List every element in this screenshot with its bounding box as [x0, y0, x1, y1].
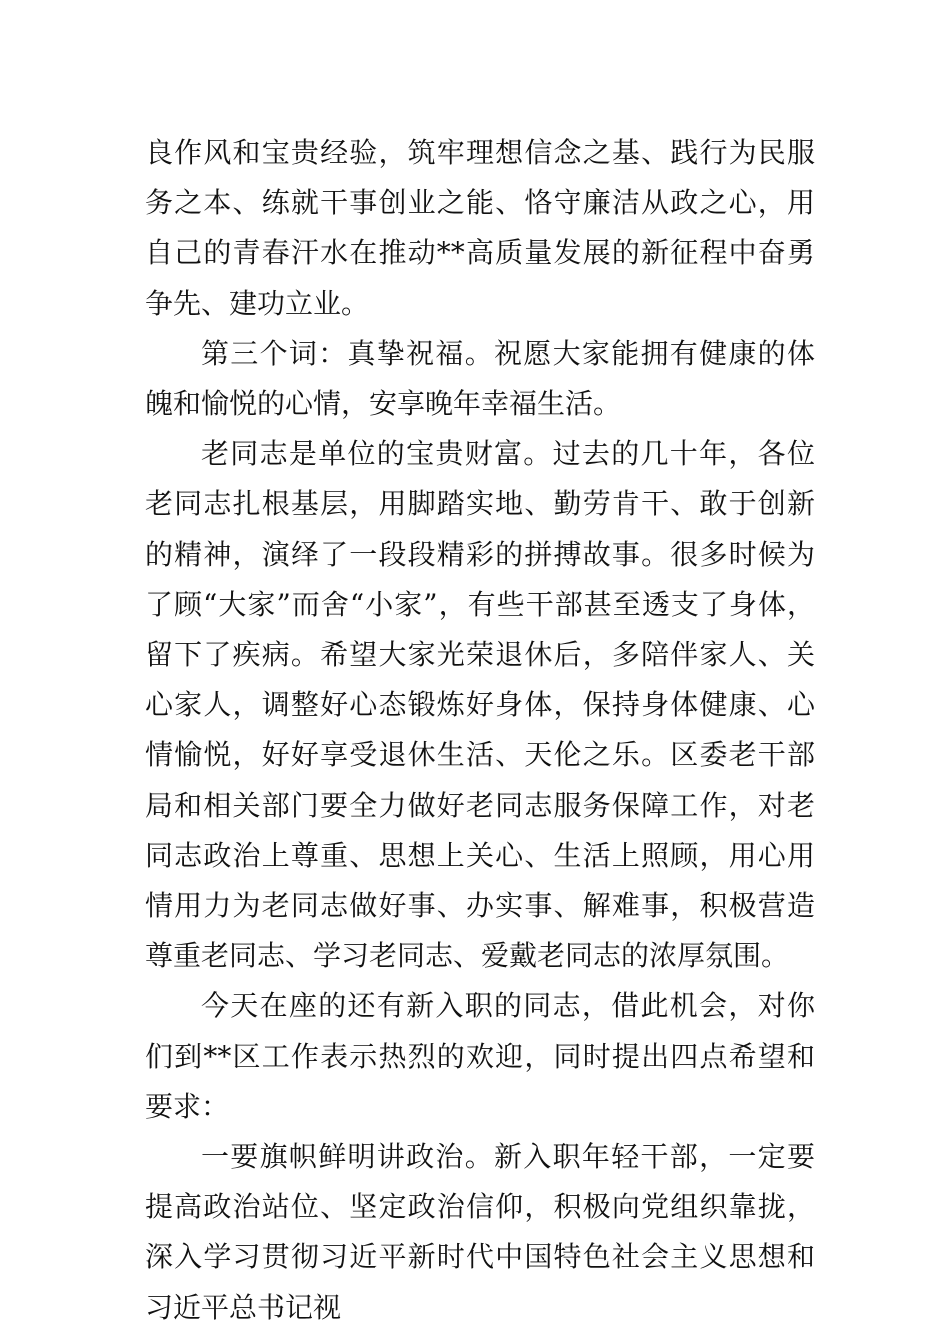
paragraph-first-requirement: 一要旗帜鲜明讲政治。新入职年轻干部，一定要提高政治站位、坚定政治信仰，积极向党组织靠拢，深入学习贯彻习近平新时代中国特色社会主义思想和习近平总书记视 — [145, 1140, 815, 1324]
document-body — [145, 128, 815, 1333]
paragraph-continuation: 良作风和宝贵经验，筑牢理想信念之基、践行为民服务之本、练就干事创业之能、恪守廉洁从政之心，用自己的青春汗水在推动**高质量发展的新征程中奋勇争先、建功立业。 — [145, 136, 815, 320]
paragraph-third-word: 第三个词：真挚祝福。祝愿大家能拥有健康的体魄和愉悦的心情，安享晚年幸福生活。 — [145, 336, 815, 421]
paragraph-old-comrades: 老同志是单位的宝贵财富。过去的几十年，各位老同志扎根基层，用脚踏实地、勤劳肯干、敢于创新的精神，演绎了一段段精彩的拼搏故事。很多时候为了顾“大家”而舍“小家”，有些干部甚至透支了身体，留下了疾病。希望大家光荣退休后，多陪伴家人、关心家人，调整好心态锻炼好身体，保持身体健康、心情愉悦，好好享受退休生活、天伦之乐。区委老干部局和相关部门要全力做好老同志服务保障工作，对老同志政治上尊重、思想上关心、生活上照顾，用心用情用力为老同志做好事、办实事、解难事，积极营造尊重老同志、学习老同志、爱戴老同志的浓厚氛围。 — [145, 437, 815, 973]
paragraph-new-staff: 今天在座的还有新入职的同志，借此机会，对你们到**区工作表示热烈的欢迎，同时提出四点希望和要求： — [145, 989, 815, 1123]
